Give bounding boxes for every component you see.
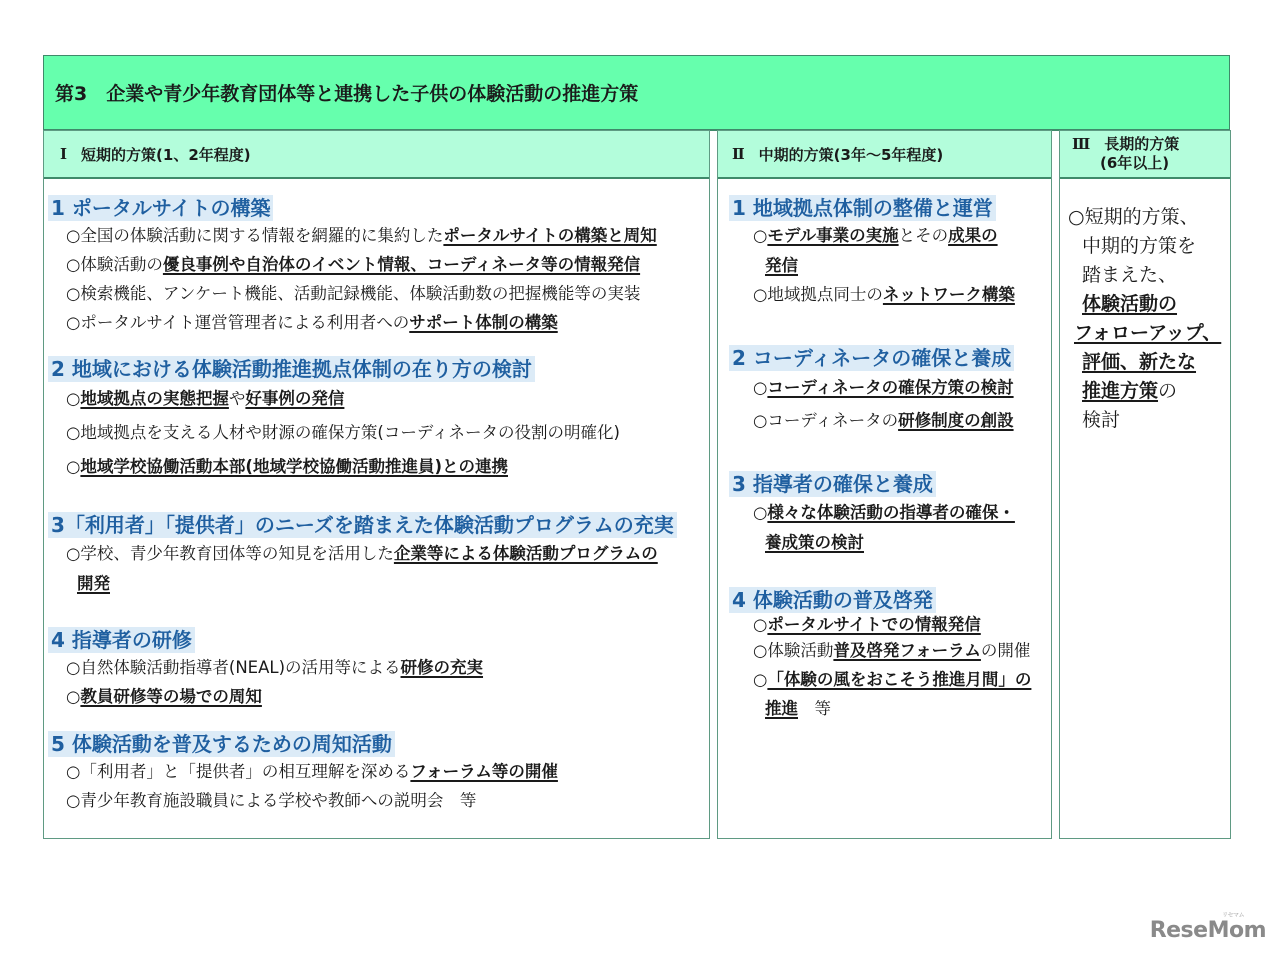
column-header-short-term	[44, 131, 709, 179]
list-item-continuation: 養成策の検討	[765, 533, 864, 552]
list-item: ○モデル事業の実施とその成果の	[753, 226, 998, 245]
page-banner	[43, 55, 1230, 131]
section-program	[48, 512, 677, 598]
list-item: ○地域拠点を支える人材や財源の確保方策(コーディネータの役割の明確化)	[66, 423, 620, 442]
list-item: ○地域拠点同士のネットワーク構築	[753, 285, 1015, 304]
text-line: 推進方策の	[1082, 380, 1178, 402]
roman-numeral: Ⅱ	[732, 145, 745, 163]
roman-numeral: Ⅲ	[1072, 135, 1091, 153]
column-title: 長期的方策	[1104, 135, 1180, 153]
section-title: 3「利用者」「提供者」のニーズを踏まえた体験活動プログラムの充実	[48, 512, 677, 538]
section-title: 1 地域拠点体制の整備と運営	[729, 195, 996, 221]
list-item: ○自然体験活動指導者(NEAL)の活用等による研修の充実	[66, 658, 484, 677]
list-item: ○全国の体験活動に関する情報を網羅的に集約したポータルサイトの構築と周知	[66, 226, 657, 245]
section-title: 4 体験活動の普及啓発	[729, 587, 936, 613]
section-title: 2 地域における体験活動推進拠点体制の在り方の検討	[48, 356, 535, 382]
list-item: ○地域学校協働活動本部(地域学校協働活動推進員)との連携	[66, 457, 508, 476]
list-item: ○コーディネータの確保方策の検討	[753, 378, 1014, 397]
list-item: ○青少年教育施設職員による学校や教師への説明会 等	[66, 791, 477, 810]
text-line: ○短期的方策、	[1068, 206, 1199, 228]
text-line: 検討	[1082, 409, 1121, 431]
section-title: 2 コーディネータの確保と養成	[729, 345, 1014, 371]
section-title: 4 指導者の研修	[48, 627, 195, 653]
column-long-term	[1059, 130, 1231, 839]
list-item: ○体験活動の優良事例や自治体のイベント情報、コーディネータ等の情報発信	[66, 255, 641, 274]
section-title: 1 ポータルサイトの構築	[48, 195, 273, 221]
list-item: ○コーディネータの研修制度の創設	[753, 411, 1014, 430]
list-item: ○ポータルサイトでの情報発信	[753, 615, 981, 634]
list-item: ○学校、青少年教育団体等の知見を活用した企業等による体験活動プログラムの	[66, 544, 658, 563]
list-item: ○検索機能、アンケート機能、活動記録機能、体験活動数の把握機能等の実装	[66, 284, 641, 303]
list-item: ○教員研修等の場での周知	[66, 687, 262, 706]
section-title: 5 体験活動を普及するための周知活動	[48, 731, 395, 757]
text-line: 体験活動の	[1082, 293, 1178, 315]
list-item: ○ポータルサイト運営管理者による利用者へのサポート体制の構築	[66, 313, 558, 332]
section-instructor-training	[48, 627, 483, 711]
page-title: 第3 企業や青少年教育団体等と連携した子供の体験活動の推進方策	[55, 83, 639, 105]
section-instructor	[729, 471, 1015, 557]
column-mid-term	[717, 130, 1052, 839]
roman-numeral: Ⅰ	[60, 145, 68, 163]
text-line: 評価、新たな	[1082, 351, 1197, 373]
list-item-continuation: 推進 等	[765, 699, 831, 718]
list-item: ○様々な体験活動の指導者の確保・	[753, 503, 1015, 522]
list-item: ○体験活動普及啓発フォーラムの開催	[753, 641, 1031, 660]
long-term-text	[1068, 203, 1221, 435]
section-awareness	[48, 731, 558, 815]
text-line: 踏まえた、	[1082, 264, 1178, 286]
text-line: 中期的方策を	[1082, 235, 1197, 257]
column-header-long-term	[1060, 131, 1230, 179]
list-item-continuation: 発信	[765, 256, 798, 275]
column-title: 中期的方策(3年～5年程度)	[758, 145, 944, 164]
column-short-term	[43, 130, 710, 839]
resemom-logo: ReseMom リセマム	[1149, 912, 1266, 943]
text-line: フォローアップ、	[1074, 322, 1222, 344]
section-promotion	[729, 587, 1031, 723]
section-portal-site	[48, 195, 657, 337]
section-coordinator	[729, 345, 1014, 437]
section-regional-base	[48, 356, 620, 484]
list-item: ○「体験の風をおこそう推進月間」の	[753, 670, 1032, 689]
list-item-continuation: 開発	[77, 574, 110, 593]
column-title: 短期的方策(1、2年程度)	[81, 145, 251, 164]
column-header-mid-term	[718, 131, 1051, 179]
list-item: ○地域拠点の実態把握や好事例の発信	[66, 389, 345, 408]
section-title: 3 指導者の確保と養成	[729, 471, 936, 497]
section-regional-system	[729, 195, 1015, 310]
column-subtitle: (6年以上)	[1100, 154, 1170, 172]
list-item: ○「利用者」と「提供者」の相互理解を深めるフォーラム等の開催	[66, 762, 558, 781]
